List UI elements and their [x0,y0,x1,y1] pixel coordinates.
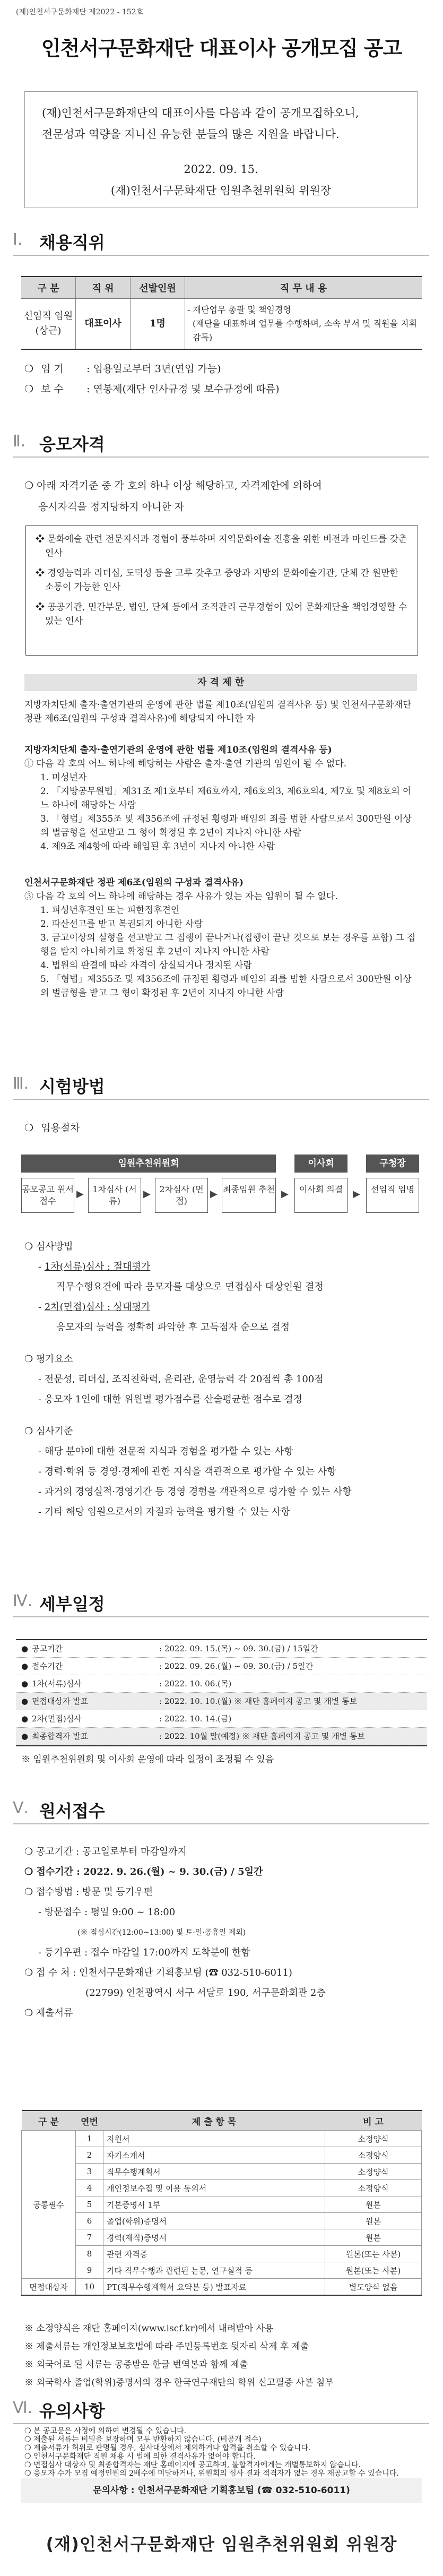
law-title: 인천서구문화재단 정관 제6조(임원의 구성과 결격사유) [24,877,244,888]
hollow-circle-icon: ❍ [24,2452,31,2461]
note-item: ※ 제출서류는 개인정보보호법에 따라 주민등록번호 뒷자리 삭제 후 제출 [24,2341,309,2352]
exam-sub: 응모자의 능력을 정확히 파악한 후 고득점자 순으로 결정 [56,1322,290,1333]
table-row: 9 기타 직무수행과 관련된 논문, 연구실적 등 원본(또는 사본) [22,2262,422,2279]
section-heading [13,425,429,458]
section-number: Ⅴ. [13,1799,29,1817]
qual-lead [24,475,428,518]
apply-sub: - 방문접수 : 평일 9:00 ~ 18:00 [38,1907,176,1918]
table-header: 선발인원 [131,277,185,299]
position-table [21,276,422,350]
duty-line: (재단을 대표하며 업무를 수행하며, 소속 부서 및 직원을 지휘 감독) [193,318,417,342]
caution-item: ❍ 제출서류가 허위로 판명될 경우, 심사대상에서 제외하거나 합격을 취소할 수 있습니다. [24,2444,311,2452]
exam-item: - 2차(면접)심사 : 상대평가 [38,1302,151,1313]
dot-icon: ● [21,1731,29,1741]
intro-line: 전문성과 역량을 지니신 유능한 분들의 많은 지원을 바랍니다. [42,128,340,141]
apply-sub: (22799) 인천광역시 서구 서달로 190, 서구문화회관 2층 [85,1987,326,1998]
law-title: 지방자치단체 출자·출연기관의 운영에 관한 법률 제10조(임원의 결격사유 등) [24,745,332,755]
eval-item: - 응모자 1인에 대한 위원별 평가점수를 산술평균한 점수로 결정 [38,1394,303,1405]
arrow-right-icon: ▶ [210,1188,218,1200]
section-title: 채용직위 [39,232,105,253]
notes-block [24,2320,422,2392]
apply-sub: (※ 점심시간(12:00~13:00) 및 토·일·공휴일 제외) [77,1928,246,1937]
apply-sub: - 등기우편 : 접수 마감일 17:00까지 도착분에 한함 [38,1947,250,1958]
table-row: 2 자기소개서 소정양식 [22,2147,422,2164]
apply-block [24,1842,422,2023]
hollow-circle-icon: ❍ [24,2444,31,2452]
flow-board-title: 이사회 [294,1155,348,1173]
dot-icon: ● [21,1696,29,1706]
intro-org: (재)인천서구문화재단 임원추천위원회 위원장 [110,184,332,197]
section-heading [13,1791,429,1824]
diamond-icon: ❖ [36,534,48,545]
dot-icon: ● [21,1644,29,1653]
arrow-right-icon: ▶ [143,1188,151,1200]
term-label: 임 기 [41,363,64,375]
exam-sub: 직무수행요건에 따라 응모자를 대상으로 면접심사 대상인원 결정 [56,1281,324,1293]
flow-group-title: 임원추천위원회 [21,1155,276,1173]
exam-item: - 1차(서류)심사 : 절대평가 [38,1261,151,1272]
law-item: 2. 「지방공무원법」제31조 제1호부터 제6호까지, 제6호의3, 제6호의4, 제7호 및 제8호의 어느 하나에 해당하는 사람 [40,786,412,811]
apply-item: ❍ 접수방법 : 방문 및 등기우편 [24,1886,153,1898]
hollow-circle-icon: ❍ [24,1886,33,1898]
schedule-row: ● 공고기간 : 2022. 09. 15.(목) ~ 09. 30.(금) / 15일간 [16,1640,427,1658]
term-row: ❍ 임 기 : 임용일로부터 3년(연임 가능) [24,361,221,375]
diamond-icon: ❖ [36,568,48,579]
dot-icon: ● [21,1714,29,1724]
hollow-circle-icon: ❍ [24,2427,31,2435]
pay-label: 보 수 [41,383,64,395]
section-heading [13,1067,429,1100]
hollow-circle-icon: ❍ [24,1241,33,1252]
law2-block [24,876,417,1000]
table-header: 구 분 [21,277,76,299]
section-number: Ⅰ. [13,230,23,249]
section-number: Ⅵ. [13,2399,33,2417]
list-item: ❖ 공공기관, 민간부문, 법인, 단체 등에서 조직관리 근무경험이 있어 문화재단을 책임경영할 수 있는 인사 [36,602,407,626]
intro-box [24,91,418,208]
section-heading [13,223,429,256]
qual-lead-text: 아래 자격기준 중 각 호의 하나 이상 해당하고, 자격제한에 의하여 [37,480,322,492]
law-item: 1. 피성년후견인 또는 피한정후견인 [40,905,180,916]
caution-item: ❍ 응모자 수가 모집 예정인원의 2배수에 미달하거나, 위원회의 심사 결과 적격자가 없는 경우 재공고할 수 있습니다. [24,2469,399,2478]
note-item: ※ 외국학사 졸업(학위)증명서의 경우 한국연구재단의 학위 신고필증 사본 첨부 [24,2377,334,2388]
qual-lead-text: 응시자격을 정지당하지 아니한 자 [38,501,185,513]
section-title: 세부일정 [39,1594,105,1614]
schedule-row: ● 최종합격자 발표 : 2022. 10월 말(예정) ※ 재단 홈페이지 공고 및 개별 통보 [16,1728,427,1745]
law-lead: ① 다음 각 호의 어느 하나에 해당하는 사람은 출자·출연 기관의 임원이 될 수 없다. [24,759,347,769]
pay-value: 연봉제(재단 인사규정 및 보수규정에 따름) [93,383,280,395]
table-cell: 대표이사 [76,299,131,350]
section-number: Ⅲ. [13,1074,29,1093]
list-item: ❖ 문화예술 관련 전문지식과 경험이 풍부하며 지역문화예술 진흥을 위한 비전과 마인드를 갖춘 인사 [36,534,407,558]
law-item: 4. 법원의 판결에 따라 자격이 상실되거나 정지된 사람 [40,960,252,971]
table-header: 직 위 [76,277,131,299]
intro-line: (재)인천서구문화재단의 대표이사를 다음과 같이 공개모집하오니, [42,107,359,119]
hollow-circle-icon: ❍ [24,1426,33,1437]
table-row: 면접대상자 10 PT(직무수행계획서 요약본 등) 발표자료 별도양식 없음 [22,2279,422,2296]
list-item: ❖ 경영능력과 리더십, 도덕성 등을 고루 갖추고 중앙과 지방의 문화예술기관, 단체 간 원만한 소통이 가능한 인사 [36,568,398,592]
caution-item: ❍ 인천서구문화재단 직원 채용 시 법에 의한 결격사유가 없어야 합니다. [24,2452,256,2461]
criteria-item: - 과거의 경영실적·경영기간 등 경영 경험을 객관적으로 평가할 수 있는 사항 [38,1486,352,1497]
table-header: 비 고 [325,2110,422,2131]
hollow-circle-icon: ❍ [24,480,34,492]
hollow-circle-icon: ❍ [24,2469,31,2478]
law-item: 1. 미성년자 [40,772,87,783]
caution-item: ❍ 본 공고문은 사정에 의하여 변경될 수 있습니다. [24,2427,187,2435]
table-header: 연번 [76,2110,103,2131]
documents-table [21,2110,422,2296]
criteria-item: - 경력·학위 등 경영·경제에 관한 지식을 객관적으로 평가할 수 있는 사항 [38,1466,336,1477]
section-title: 유의사항 [39,2401,105,2421]
hollow-circle-icon: ❍ [24,1354,33,1365]
table-row: 8 관련 자격증 원본(또는 사본) [22,2246,422,2262]
dot-icon: ● [21,1661,29,1671]
flow-step: 2차심사 (면접) [155,1178,208,1213]
schedule-row: ● 2차(면접)심사 : 2022. 10. 14.(금) [16,1710,427,1728]
criteria-item: - 해당 분야에 대한 전문적 지식과 경험을 평가할 수 있는 사항 [38,1446,293,1457]
diamond-icon: ❖ [36,602,48,613]
arrow-right-icon: ▶ [353,1188,360,1200]
hollow-circle-icon: ❍ [24,1122,34,1134]
law1-block [24,743,417,854]
schedule-note: ※ 임원추천위원회 및 이사회 운영에 따라 일정이 조정될 수 있음 [21,1754,274,1765]
criteria-label: ❍ 심사기준 [24,1426,73,1437]
arrow-right-icon: ▶ [76,1188,84,1200]
table-header: 직 무 내 용 [185,277,422,299]
schedule-row: ● 1차(서류)심사 : 2022. 10. 06.(목) [16,1675,427,1693]
flow-step: 1차심사 (서류) [88,1178,141,1213]
table-row: 6 졸업(학위)증명서 원본 [22,2213,422,2229]
hollow-circle-icon: ❍ [24,2435,31,2444]
intro-date: 2022. 09. 15. [184,163,258,176]
arrow-right-icon: ▶ [281,1188,289,1200]
table-row: 5 기본증명서 1부 원본 [22,2196,422,2213]
law-item: 3. 「형법」제355조 및 제356조에 규정된 횡령과 배임의 죄를 범한 사람으로서 300만원 이상의 벌금형을 선고받고 그 형이 확정된 후 2년이 지나지 아니한 사람 [40,814,412,838]
cautions-block [24,2427,422,2478]
schedule-list [16,1639,427,1746]
table-header: 제 출 항 목 [103,2110,325,2131]
section-title: 원서접수 [39,1801,105,1821]
eval-item: - 전문성, 리더십, 조직친화력, 윤리관, 운영능력 각 20점씩 총 100점 [38,1374,324,1385]
hollow-circle-icon: ❍ [24,2461,31,2469]
table-row: 4 개인정보수집 및 이용 동의서 소정양식 [22,2180,422,2196]
restrict-para: 지방자치단체 출자·출연기관의 운영에 관한 법률 제10조(임원의 결격사유 등) 및 인천서구문화재단 정관 제6조(임원의 구성과 결격사유)에 해당되지 아니한 자 [24,700,412,724]
table-cell: 선임직 임원 (상근) [21,299,76,350]
table-cell: 면접대상자 [22,2279,76,2296]
law-item: 3. 금고이상의 실형을 선고받고 그 집행이 끝나거나(집행이 끝난 것으로 보는 경우를 포함) 그 집행을 받지 아니하기로 확정된 후 2년이 지나지 아니한 사람 [40,933,416,957]
apply-item: ❍ 접 수 처 : 인천서구문화재단 기획홍보팀 (☎ 032-510-6011) [24,1967,292,1978]
procedure-label: ❍ 임용절차 [24,1122,80,1134]
hollow-circle-icon: ❍ [24,1846,33,1857]
table-header: 구 분 [22,2110,76,2131]
pay-row: ❍ 보 수 : 연봉제(재단 인사규정 및 보수규정에 따름) [24,381,280,395]
flow-step: 공모공고 원서접수 [21,1178,74,1213]
note-item: ※ 외국어로 된 서류는 공증받은 한글 번역본과 함께 제출 [24,2359,248,2370]
law-lead: ③ 다음 각 호의 어느 하나에 해당하는 경우 사유가 있는 자는 임원이 될 수 없다. [24,891,338,902]
schedule-row: ● 접수기간 : 2022. 09. 26.(월) ~ 09. 30.(금) / 5일간 [16,1658,427,1675]
hollow-circle-icon: ❍ [24,383,34,395]
footer-org: (재)인천서구문화재단 임원추천위원회 위원장 [46,2534,397,2554]
flow-step: 선임직 임명 [366,1178,419,1213]
apply-item: ❍ 접수기간 : 2022. 9. 26.(월) ~ 9. 30.(금) / 5일간 [24,1866,263,1877]
law-item: 5. 「형법」제355조 및 제356조에 규정된 횡령과 배임의 죄를 범한 사람으로서 300만원 이상의 벌금형을 받고 그 형이 확정된 후 2년이 지나지 아니한 사람 [40,974,412,998]
table-row: 3 직무수행계획서 소정양식 [22,2164,422,2180]
table-cell: 공통필수 [22,2131,76,2279]
duty-line: - 재단업무 총괄 및 책임경영 [187,305,291,315]
exam-label: ❍ 심사방법 [24,1241,73,1252]
eval-label: ❍ 평가요소 [24,1354,73,1365]
table-cell [185,299,422,350]
law-item: 2. 파산선고를 받고 복권되지 아니한 사람 [40,919,203,929]
apply-item: ❍ 제출서류 [24,2008,73,2019]
section-heading [13,1584,429,1617]
exam-block [24,1237,422,1522]
section-number: Ⅳ. [13,1592,33,1610]
caution-item: ❍ 면접심사 대상자 및 최종합격자는 재단 홈페이지에 공고하며, 불합격자에게는 개별통보하지 않습니다. [24,2461,361,2469]
term-value: 임용일로부터 3년(연임 가능) [93,363,221,375]
contact-bar: 문의사항 : 인천서구문화재단 기획홍보팀 (☎ 032-510-6011) [21,2478,422,2503]
flow-step: 이사회 의결 [294,1178,348,1213]
table-row: 공통필수 1 지원서 소정양식 [22,2131,422,2147]
restrict-title: 자 격 제 한 [24,674,417,691]
criteria-item: - 기타 해당 임원으로서의 자질과 능력을 평가할 수 있는 사항 [38,1506,290,1518]
qual-box [25,525,418,656]
schedule-row: ● 면접대상자 발표 : 2022. 10. 10.(월) ※ 재단 홈페이지 공고 및 개별 통보 [16,1693,427,1710]
hollow-circle-icon: ❍ [24,2008,33,2019]
section-title: 응모자격 [39,434,105,454]
section-heading [13,2391,429,2424]
dot-icon: ● [21,1679,29,1688]
page-title: 인천서구문화재단 대표이사 공개모집 공고 [41,37,402,60]
caution-item: ❍ 제출된 서류는 비밀을 보장하며 모두 반환하지 않습니다. (비공개 접수) [24,2435,262,2444]
flow-step: 최종임원 추천 [222,1178,276,1213]
table-row: 7 경력(재직)증명서 원본 [22,2229,422,2246]
hollow-circle-icon: ❍ [24,363,34,375]
header-note: (제)인천서구문화재단 제2022 - 152호 [16,8,144,16]
note-item: ※ 소정양식은 재단 홈페이지(www.iscf.kr)에서 내려받아 사용 [24,2323,274,2334]
section-title: 시험방법 [39,1076,105,1097]
flow-mayor-title: 구청장 [366,1155,419,1173]
hollow-circle-icon: ❍ [24,1967,33,1978]
procedure-flow [21,1155,424,1250]
table-cell: 1명 [131,299,185,350]
section-number: Ⅱ. [13,432,26,451]
law-item: 4. 제9조 제4항에 따라 해임된 후 3년이 지나지 아니한 사람 [40,841,275,852]
hollow-circle-icon: ❍ [24,1866,33,1877]
apply-item: ❍ 공고기간 : 공고일로부터 마감일까지 [24,1846,187,1857]
